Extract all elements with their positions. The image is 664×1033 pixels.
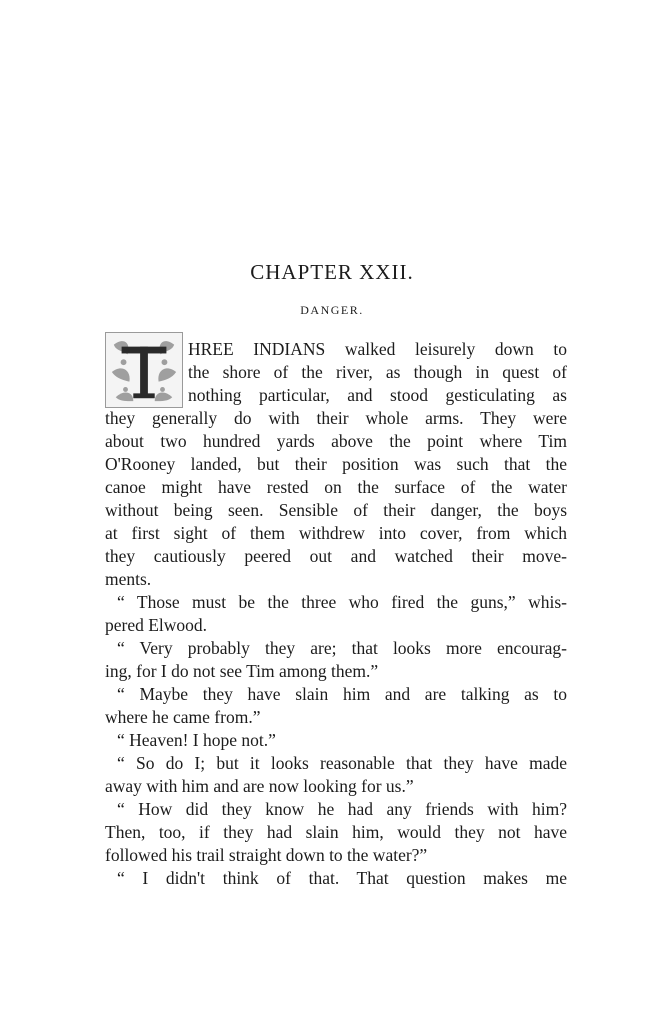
text-line: they cautiously peered out and watched their move- xyxy=(105,546,567,566)
text-line: ments. xyxy=(105,569,152,589)
text-line: “ So do I; but it looks reasonable that they have made xyxy=(117,753,567,773)
text-line: “ I didn't think of that. That question makes me xyxy=(117,868,567,888)
text-line: at first sight of them withdrew into cover, from which xyxy=(105,523,567,543)
text-line: ing, for I do not see Tim among them.” xyxy=(105,661,379,681)
ornamental-dropcap xyxy=(105,332,183,408)
chapter-subtitle: DANGER. xyxy=(300,303,364,317)
text-line: “ Very probably they are; that looks more encourag- xyxy=(117,638,567,658)
text-line: followed his trail straight down to the water?” xyxy=(105,845,428,865)
text-line: pered Elwood. xyxy=(105,615,208,635)
text-line: “ Maybe they have slain him and are talking as to xyxy=(117,684,567,704)
text-line: “ Those must be the three who fired the guns,” whis- xyxy=(117,592,567,612)
chapter-title: CHAPTER XXII. xyxy=(250,260,414,284)
text-line: without being seen. Sensible of their danger, the boys xyxy=(105,500,567,520)
text-line: “ Heaven! I hope not.” xyxy=(117,730,276,750)
text-line: Then, too, if they had slain him, would they not have xyxy=(105,822,567,842)
text-line: HREE INDIANS walked leisurely down to xyxy=(188,339,567,359)
text-line: nothing particular, and stood gesticulating as xyxy=(188,385,567,405)
text-line: about two hundred yards above the point where Tim xyxy=(105,431,567,451)
text-line: away with him and are now looking for us.” xyxy=(105,776,414,796)
text-line: they generally do with their whole arms. They were xyxy=(105,408,567,428)
text-line: the shore of the river, as though in quest of xyxy=(188,362,567,382)
text-line: where he came from.” xyxy=(105,707,261,727)
text-line: O'Rooney landed, but their position was such that the xyxy=(105,454,567,474)
text-line: canoe might have rested on the surface of the water xyxy=(105,477,567,497)
dropcap-ornament-icon xyxy=(106,333,182,407)
text-line: “ How did they know he had any friends with him? xyxy=(117,799,567,819)
